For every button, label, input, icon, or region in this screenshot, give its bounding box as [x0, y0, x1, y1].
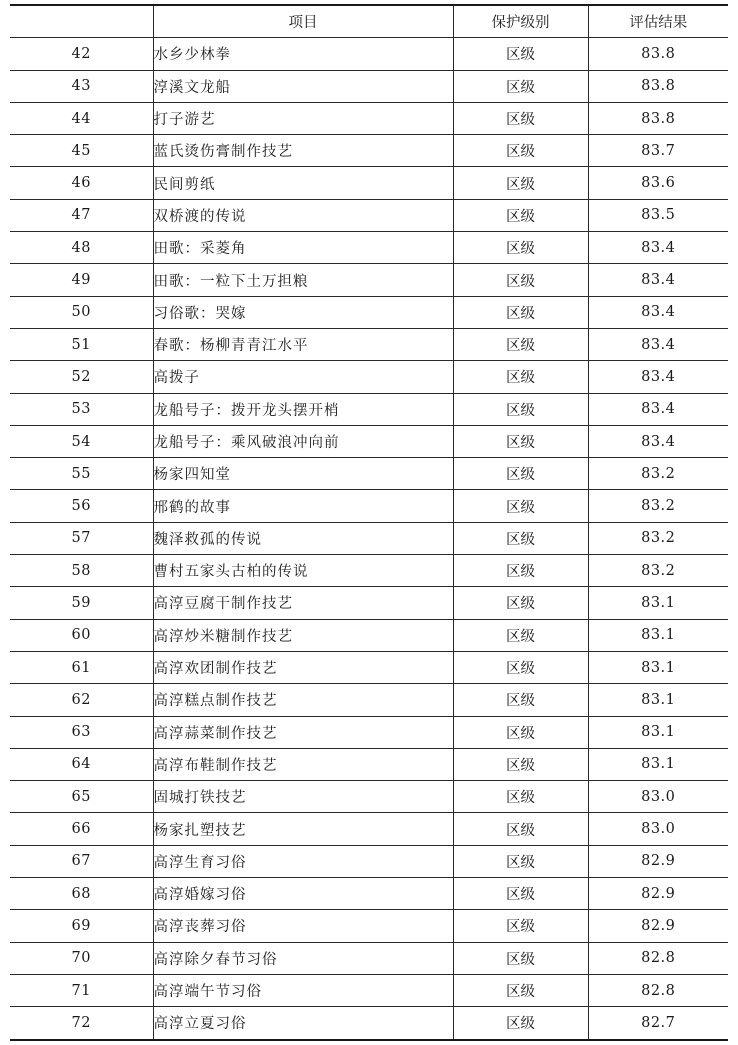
- row-evaluation-score: 82.8: [588, 942, 728, 974]
- row-item-name: 邢鹤的故事: [153, 490, 453, 522]
- row-evaluation-score: 82.7: [588, 1007, 728, 1040]
- row-item-name: 水乡少林拳: [153, 38, 453, 70]
- table-row: [10, 264, 728, 296]
- row-number: 47: [10, 199, 153, 231]
- table-row: [10, 199, 728, 231]
- row-protection-level: 区级: [453, 328, 588, 360]
- row-number: 46: [10, 167, 153, 199]
- row-evaluation-score: 83.4: [588, 328, 728, 360]
- row-number: 62: [10, 684, 153, 716]
- row-evaluation-score: 83.8: [588, 102, 728, 134]
- table-row: [10, 102, 728, 134]
- row-item-name: 曹村五家头古柏的传说: [153, 555, 453, 587]
- row-protection-level: 区级: [453, 845, 588, 877]
- table-row: [10, 845, 728, 877]
- row-item-name: 高淳除夕春节习俗: [153, 942, 453, 974]
- row-protection-level: 区级: [453, 748, 588, 780]
- row-item-name: 高淳欢团制作技艺: [153, 651, 453, 683]
- row-number: 63: [10, 716, 153, 748]
- row-number: 42: [10, 38, 153, 70]
- table-row: [10, 361, 728, 393]
- row-item-name: 杨家扎塑技艺: [153, 813, 453, 845]
- row-item-name: 高淳丧葬习俗: [153, 910, 453, 942]
- table-row: [10, 458, 728, 490]
- table-row: [10, 910, 728, 942]
- row-protection-level: 区级: [453, 458, 588, 490]
- row-protection-level: 区级: [453, 199, 588, 231]
- row-evaluation-score: 83.1: [588, 619, 728, 651]
- row-evaluation-score: 82.8: [588, 974, 728, 1006]
- row-evaluation-score: 83.7: [588, 135, 728, 167]
- row-number: 65: [10, 781, 153, 813]
- header-number: [10, 5, 153, 38]
- table-row: [10, 393, 728, 425]
- row-protection-level: 区级: [453, 296, 588, 328]
- table-row: [10, 684, 728, 716]
- row-protection-level: 区级: [453, 813, 588, 845]
- row-number: 55: [10, 458, 153, 490]
- row-evaluation-score: 83.4: [588, 296, 728, 328]
- table-row: [10, 425, 728, 457]
- row-number: 57: [10, 522, 153, 554]
- table-row: [10, 38, 728, 70]
- row-protection-level: 区级: [453, 910, 588, 942]
- table-row: [10, 781, 728, 813]
- row-evaluation-score: 83.4: [588, 425, 728, 457]
- row-item-name: 龙船号子：拨开龙头摆开梢: [153, 393, 453, 425]
- row-protection-level: 区级: [453, 587, 588, 619]
- row-number: 68: [10, 878, 153, 910]
- row-protection-level: 区级: [453, 490, 588, 522]
- row-protection-level: 区级: [453, 38, 588, 70]
- table-row: [10, 878, 728, 910]
- row-protection-level: 区级: [453, 974, 588, 1006]
- row-item-name: 高淳糕点制作技艺: [153, 684, 453, 716]
- row-number: 60: [10, 619, 153, 651]
- table-row: [10, 1007, 728, 1040]
- row-evaluation-score: 83.4: [588, 361, 728, 393]
- table-row: [10, 296, 728, 328]
- row-protection-level: 区级: [453, 70, 588, 102]
- row-protection-level: 区级: [453, 942, 588, 974]
- row-protection-level: 区级: [453, 878, 588, 910]
- row-item-name: 高淳炒米糖制作技艺: [153, 619, 453, 651]
- row-protection-level: 区级: [453, 264, 588, 296]
- header-score: 评估结果: [588, 5, 728, 38]
- row-protection-level: 区级: [453, 716, 588, 748]
- table-row: [10, 974, 728, 1006]
- row-protection-level: 区级: [453, 393, 588, 425]
- row-evaluation-score: 83.8: [588, 70, 728, 102]
- row-evaluation-score: 83.5: [588, 199, 728, 231]
- row-item-name: 淳溪文龙船: [153, 70, 453, 102]
- row-evaluation-score: 82.9: [588, 910, 728, 942]
- row-evaluation-score: 83.1: [588, 684, 728, 716]
- row-protection-level: 区级: [453, 1007, 588, 1040]
- row-number: 43: [10, 70, 153, 102]
- table-row: [10, 70, 728, 102]
- table-row: [10, 651, 728, 683]
- table-body: [10, 38, 728, 1040]
- table-header: [10, 5, 728, 38]
- table-row: [10, 813, 728, 845]
- row-item-name: 魏泽救孤的传说: [153, 522, 453, 554]
- row-protection-level: 区级: [453, 361, 588, 393]
- row-item-name: 高淳生育习俗: [153, 845, 453, 877]
- table-row: [10, 232, 728, 264]
- row-number: 56: [10, 490, 153, 522]
- row-evaluation-score: 83.1: [588, 748, 728, 780]
- row-item-name: 高淳蒜菜制作技艺: [153, 716, 453, 748]
- row-number: 51: [10, 328, 153, 360]
- row-evaluation-score: 83.0: [588, 813, 728, 845]
- row-item-name: 高淳布鞋制作技艺: [153, 748, 453, 780]
- table-row: [10, 167, 728, 199]
- table-row: [10, 748, 728, 780]
- row-item-name: 田歌：采菱角: [153, 232, 453, 264]
- row-evaluation-score: 83.1: [588, 651, 728, 683]
- row-item-name: 蓝氏烫伤膏制作技艺: [153, 135, 453, 167]
- row-protection-level: 区级: [453, 619, 588, 651]
- row-number: 72: [10, 1007, 153, 1040]
- table-row: [10, 522, 728, 554]
- row-evaluation-score: 83.4: [588, 264, 728, 296]
- row-evaluation-score: 83.2: [588, 458, 728, 490]
- row-number: 59: [10, 587, 153, 619]
- row-protection-level: 区级: [453, 555, 588, 587]
- table-row: [10, 555, 728, 587]
- row-item-name: 高淳立夏习俗: [153, 1007, 453, 1040]
- row-number: 61: [10, 651, 153, 683]
- row-number: 58: [10, 555, 153, 587]
- header-level: 保护级别: [453, 5, 588, 38]
- row-evaluation-score: 83.2: [588, 555, 728, 587]
- row-protection-level: 区级: [453, 425, 588, 457]
- row-number: 50: [10, 296, 153, 328]
- row-item-name: 民间剪纸: [153, 167, 453, 199]
- table-row: [10, 490, 728, 522]
- row-number: 44: [10, 102, 153, 134]
- row-item-name: 习俗歌：哭嫁: [153, 296, 453, 328]
- row-number: 66: [10, 813, 153, 845]
- table-row: [10, 619, 728, 651]
- row-number: 49: [10, 264, 153, 296]
- row-protection-level: 区级: [453, 102, 588, 134]
- heritage-evaluation-table: [10, 4, 728, 1041]
- row-evaluation-score: 83.2: [588, 522, 728, 554]
- row-protection-level: 区级: [453, 232, 588, 264]
- table-row: [10, 135, 728, 167]
- row-item-name: 高拨子: [153, 361, 453, 393]
- row-protection-level: 区级: [453, 167, 588, 199]
- row-number: 48: [10, 232, 153, 264]
- row-item-name: 田歌：一粒下土万担粮: [153, 264, 453, 296]
- table-row: [10, 587, 728, 619]
- row-item-name: 打子游艺: [153, 102, 453, 134]
- row-number: 45: [10, 135, 153, 167]
- row-number: 70: [10, 942, 153, 974]
- row-item-name: 龙船号子：乘风破浪冲向前: [153, 425, 453, 457]
- row-evaluation-score: 83.0: [588, 781, 728, 813]
- row-number: 52: [10, 361, 153, 393]
- row-evaluation-score: 83.1: [588, 716, 728, 748]
- header-item: 项目: [153, 5, 453, 38]
- row-evaluation-score: 83.2: [588, 490, 728, 522]
- row-evaluation-score: 83.1: [588, 587, 728, 619]
- row-number: 54: [10, 425, 153, 457]
- row-number: 53: [10, 393, 153, 425]
- row-protection-level: 区级: [453, 135, 588, 167]
- row-item-name: 杨家四知堂: [153, 458, 453, 490]
- row-item-name: 双桥渡的传说: [153, 199, 453, 231]
- row-item-name: 固城打铁技艺: [153, 781, 453, 813]
- row-number: 71: [10, 974, 153, 1006]
- row-number: 64: [10, 748, 153, 780]
- row-protection-level: 区级: [453, 781, 588, 813]
- table-row: [10, 328, 728, 360]
- row-number: 67: [10, 845, 153, 877]
- table-row: [10, 716, 728, 748]
- row-item-name: 高淳端午节习俗: [153, 974, 453, 1006]
- row-item-name: 春歌：杨柳青青江水平: [153, 328, 453, 360]
- row-evaluation-score: 82.9: [588, 845, 728, 877]
- row-protection-level: 区级: [453, 684, 588, 716]
- row-evaluation-score: 83.4: [588, 393, 728, 425]
- header-row: [10, 5, 728, 38]
- row-evaluation-score: 83.4: [588, 232, 728, 264]
- table-row: [10, 942, 728, 974]
- row-number: 69: [10, 910, 153, 942]
- row-evaluation-score: 83.6: [588, 167, 728, 199]
- row-item-name: 高淳婚嫁习俗: [153, 878, 453, 910]
- row-item-name: 高淳豆腐干制作技艺: [153, 587, 453, 619]
- row-protection-level: 区级: [453, 522, 588, 554]
- row-protection-level: 区级: [453, 651, 588, 683]
- row-evaluation-score: 83.8: [588, 38, 728, 70]
- row-evaluation-score: 82.9: [588, 878, 728, 910]
